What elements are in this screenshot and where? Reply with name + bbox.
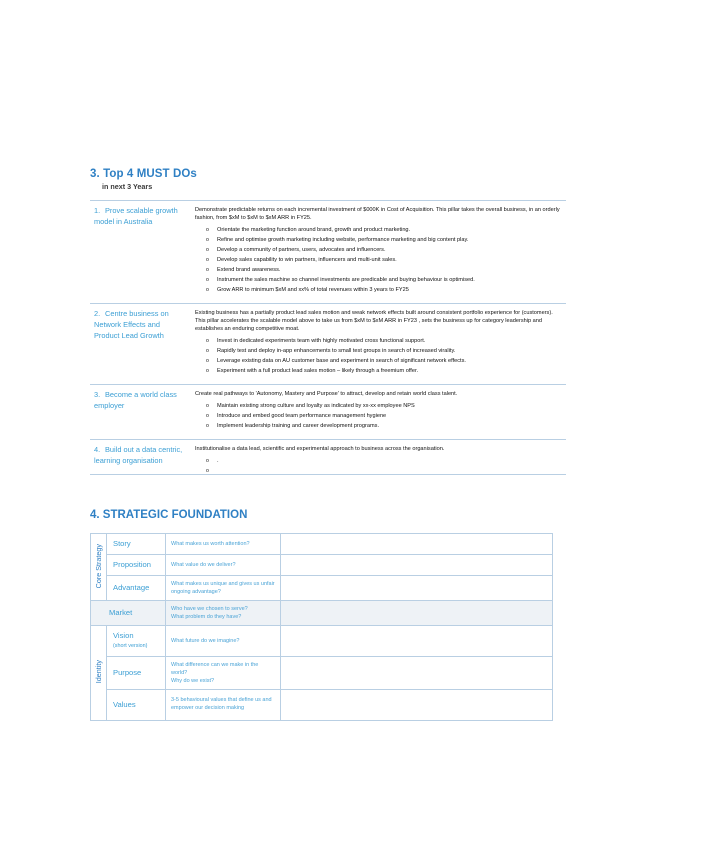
table-row [90,201,566,304]
list-item: o Instrument the sales machine so channel investments are predicable and buying behaviour is optimised. [195,276,562,284]
row-question-advantage: What makes us unique and gives us unfair ongoing advantage? [166,576,281,601]
must-do-lead-4: Institutionalise a data lead, scientific and experimental approach to business across the organisation. [195,445,445,452]
row-question-story: What makes us worth attention? [166,534,281,555]
row-answer-purpose[interactable] [281,657,553,690]
list-item: o Develop a community of partners, users, advocates and influencers. [195,246,562,254]
must-do-title-4: Build out a data centric, learning organisation [94,444,183,465]
document-content [90,168,566,721]
must-do-ordinal-3: 3. [94,389,101,399]
table-row [91,657,553,690]
table-row [90,439,566,474]
list-item: o Leverage existing data on AU customer base and experiment in search of significant network effects. [195,357,562,365]
must-do-ordinal-4: 4. [94,444,101,454]
list-item: o Invest in dedicated experiments team with highly motivated cross functional support. [195,337,562,345]
table-row [91,576,553,601]
row-label-values: Values [107,690,166,721]
row-answer-proposition[interactable] [281,555,553,576]
row-label-advantage: Advantage [107,576,166,601]
list-item: o Orientate the marketing function around brand, growth and product marketing. [195,226,562,234]
row-answer-market[interactable] [281,601,553,626]
row-answer-story[interactable] [281,534,553,555]
table-row [90,384,566,439]
must-do-ordinal-2: 2. [94,308,101,318]
must-do-body-2 [191,303,566,384]
must-do-label-1 [90,201,191,304]
must-do-ordinal-1: 1. [94,206,101,215]
must-do-body-3 [191,384,566,439]
table-row [91,690,553,721]
list-item: o Extend brand awareness. [195,266,562,274]
section-4-heading: 4. STRATEGIC FOUNDATION [90,509,248,522]
row-label-proposition: Proposition [107,555,166,576]
list-item: o Maintain existing strong culture and loyalty as indicated by xx-xx employee NPS [195,402,562,410]
group-label-identity: Identity [91,626,107,721]
must-do-label-3 [90,384,191,439]
row-label-market: Market [91,601,166,626]
group-label-core-strategy: Core Strategy [91,534,107,601]
section-3 [90,168,566,475]
table-row-market [91,601,553,626]
must-do-lead-2: Existing business has a partially product lead sales motion and weak network effects built around consistent portfolio experience for (customers). This pillar accelerates the scalable model above to take us from $xM to $xM ARR in FY23 , sets the business up for category leadership and establishes an enduring competitive moat. [195,309,553,333]
list-item: o Grow ARR to minimum $xM and xx% of total revenues within 3 years to FY25 [195,286,562,294]
table-row [91,555,553,576]
table-row [91,626,553,657]
must-do-title-2: Centre business on Network Effects and Product Lead Growth [94,308,169,340]
table-row [90,303,566,384]
row-question-values: 3-5 behavioural values that define us and empower our decision making [166,690,281,721]
list-item: o . [195,457,562,465]
list-item: o Implement leadership training and career development programs. [195,422,562,430]
must-do-body-1 [191,201,566,304]
list-item: o Rapidly test and deploy in-app enhancements to small test groups in search of increased virality. [195,347,562,355]
list-item: o Refine and optimise growth marketing including website, performance marketing and big content play. [195,236,562,244]
section-3-subheading: in next 3 Years [102,182,153,191]
section-3-heading: 3. Top 4 MUST DOs [90,168,197,180]
must-do-title-3: Become a world class employer [94,389,177,410]
must-do-title-1: Prove scalable growth model in Australia [94,206,178,226]
list-item: o Develop sales capability to win partners, influencers and multi-unit sales. [195,256,562,264]
table-row [91,534,553,555]
must-do-body-4 [191,439,566,474]
must-do-bullets-1 [195,226,562,294]
row-label-story: Story [107,534,166,555]
must-do-lead-3: Create real pathways to 'Autonomy, Mastery and Purpose' to attract, develop and retain world class talent. [195,390,458,397]
list-item: o Introduce and embed good team performance management hygiene [195,412,562,420]
row-question-purpose: What difference can we make in the world? Why do we exist? [166,657,281,690]
must-do-bullets-3 [195,402,562,430]
must-do-bullets-4 [195,457,562,465]
row-label-vision: Vision (short version) [107,626,166,657]
row-question-proposition: What value do we deliver? [166,555,281,576]
must-dos-table [90,200,566,475]
row-answer-vision[interactable] [281,626,553,657]
row-label-purpose: Purpose [107,657,166,690]
row-answer-values[interactable] [281,690,553,721]
strategic-foundation-table [90,533,553,721]
row-answer-advantage[interactable] [281,576,553,601]
must-do-label-2 [90,303,191,384]
list-item: o Experiment with a full product lead sales motion – likely through a freemium offer. [195,367,562,375]
section-4 [90,509,566,721]
row-question-market: Who have we chosen to serve? What problem do they have? [166,601,281,626]
must-do-lead-1: Demonstrate predictable returns on each incremental investment of $000K in Cost of Acquisition. This pillar takes the overall business, in an orderly fashion, from $xM to $xM to $xM ARR in FY25. [195,207,560,222]
must-do-bullets-2 [195,337,562,375]
row-question-vision: What future do we imagine? [166,626,281,657]
must-do-label-4 [90,439,191,474]
